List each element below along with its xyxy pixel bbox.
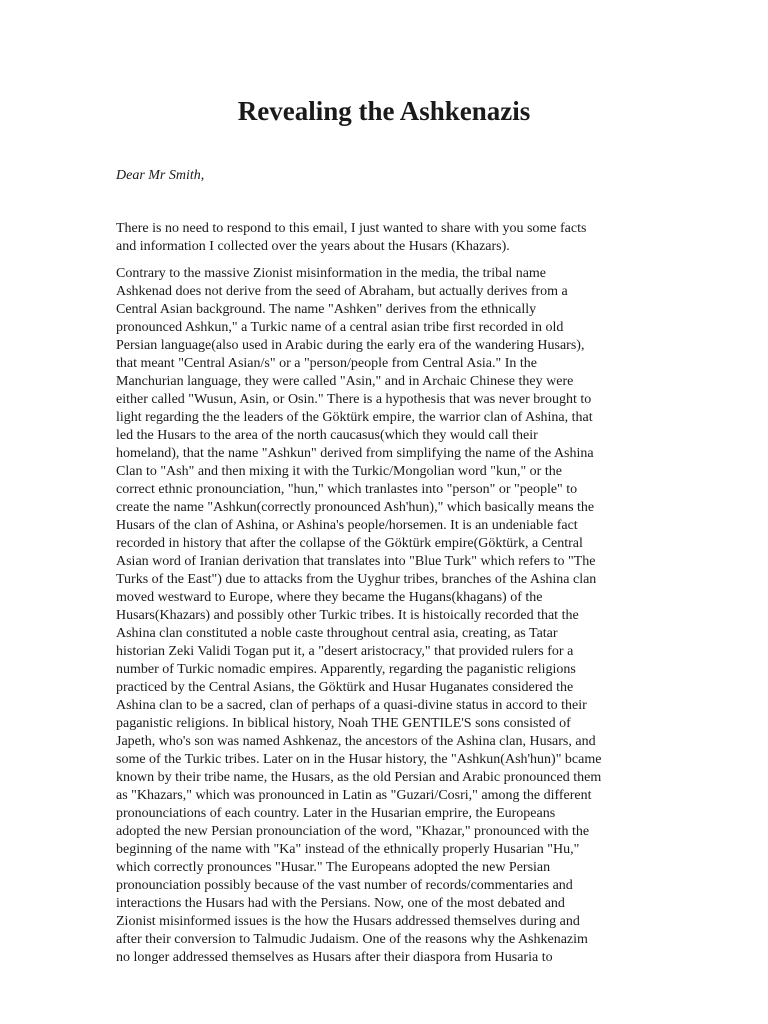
text-line: that meant "Central Asian/s" or a "person/people from Central Asia." In the — [116, 356, 537, 371]
text-line: Husars of the clan of Ashina, or Ashina's people/horsemen. It is an undeniable fact — [116, 518, 578, 533]
text-line: Ashkenad does not derive from the seed of Abraham, but actually derives from a — [116, 284, 568, 299]
text-line: Manchurian language, they were called "Asin," and in Archaic Chinese they were — [116, 374, 574, 389]
text-line: after their conversion to Talmudic Judaism. One of the reasons why the Ashkenazim — [116, 932, 588, 947]
body-paragraph — [116, 265, 646, 967]
text-line: light regarding the the leaders of the Göktürk empire, the warrior clan of Ashina, that — [116, 410, 593, 425]
document-title: Revealing the Ashkenazis — [237, 96, 531, 126]
text-line: interactions the Husars had with the Persians. Now, one of the most debated and — [116, 896, 565, 911]
intro-paragraph — [116, 220, 646, 256]
text-line: Ashina clan to be a sacred, clan of perhaps of a quasi-divine status in accord to their — [116, 698, 587, 713]
text-line: There is no need to respond to this email, I just wanted to share with you some facts — [116, 221, 587, 236]
text-line: which correctly pronounces "Husar." The Europeans adopted the new Persian — [116, 860, 551, 875]
text-line: homeland), that the name "Ashkun" derived from simplifying the name of the Ashina — [116, 446, 594, 461]
text-line: Asian word of Iranian derivation that translates into "Blue Turk" which refers to "The — [116, 554, 596, 569]
text-line: and information I collected over the years about the Husars (Khazars). — [116, 239, 510, 254]
text-line: some of the Turkic tribes. Later on in the Husar history, the "Ashkun(Ash'hun)" bcame — [116, 752, 602, 767]
text-line: practiced by the Central Asians, the Göktürk and Husar Huganates considered the — [116, 680, 574, 695]
text-line: paganistic religions. In biblical history, Noah THE GENTILE'S sons consisted of — [116, 716, 571, 731]
text-line: beginning of the name with "Ka" instead of the ethnically properly Husarian "Hu," — [116, 842, 580, 857]
text-line: as "Khazars," which was pronounced in Latin as "Guzari/Cosri," among the different — [116, 788, 592, 803]
text-line: create the name "Ashkun(correctly pronounced Ash'hun)," which basically means the — [116, 500, 595, 515]
text-line: Persian language(also used in Arabic during the early era of the wandering Husars), — [116, 338, 585, 353]
text-line: Central Asian background. The name "Ashken" derives from the ethnically — [116, 302, 537, 317]
text-line: historian Zeki Validi Togan put it, a "desert aristocracy," that provided rulers for a — [116, 644, 574, 659]
text-line: either called "Wusun, Asin, or Osin." There is a hypothesis that was never brought to — [116, 392, 592, 407]
text-line: moved westward to Europe, where they became the Hugans(khagans) of the — [116, 590, 543, 605]
text-line: pronounciations of each country. Later in the Husarian emprire, the Europeans — [116, 806, 556, 821]
text-line: pronounciation possibly because of the vast number of records/commentaries and — [116, 878, 573, 893]
text-line: led the Husars to the area of the north caucasus(which they would call their — [116, 428, 538, 443]
text-line: pronounced Ashkun," a Turkic name of a central asian tribe first recorded in old — [116, 320, 564, 335]
salutation: Dear Mr Smith, — [116, 168, 205, 183]
text-line: recorded in history that after the collapse of the Göktürk empire(Göktürk, a Central — [116, 536, 583, 551]
text-line: number of Turkic nomadic empires. Apparently, regarding the paganistic religions — [116, 662, 576, 677]
text-line: Zionist misinformed issues is the how the Husars addressed themselves during and — [116, 914, 580, 929]
text-line: Contrary to the massive Zionist misinformation in the media, the tribal name — [116, 266, 547, 281]
text-line: correct ethnic pronounciation, "hun," which tranlastes into "person" or "people" to — [116, 482, 578, 497]
text-line: known by their tribe name, the Husars, as the old Persian and Arabic pronounced them — [116, 770, 602, 785]
text-line: no longer addressed themselves as Husars after their diaspora from Husaria to — [116, 950, 553, 965]
text-line: Turks of the East") due to attacks from the Uyghur tribes, branches of the Ashina clan — [116, 572, 597, 587]
text-line: adopted the new Persian pronounciation of the word, "Khazar," pronounced with the — [116, 824, 590, 839]
text-line: Husars(Khazars) and possibly other Turkic tribes. It is histoically recorded that the — [116, 608, 579, 623]
text-line: Japeth, who's son was named Ashkenaz, the ancestors of the Ashina clan, Husars, and — [116, 734, 596, 749]
text-line: Ashina clan constituted a noble caste throughout central asia, creating, as Tatar — [116, 626, 558, 641]
text-line: Clan to "Ash" and then mixing it with the Turkic/Mongolian word "kun," or the — [116, 464, 562, 479]
